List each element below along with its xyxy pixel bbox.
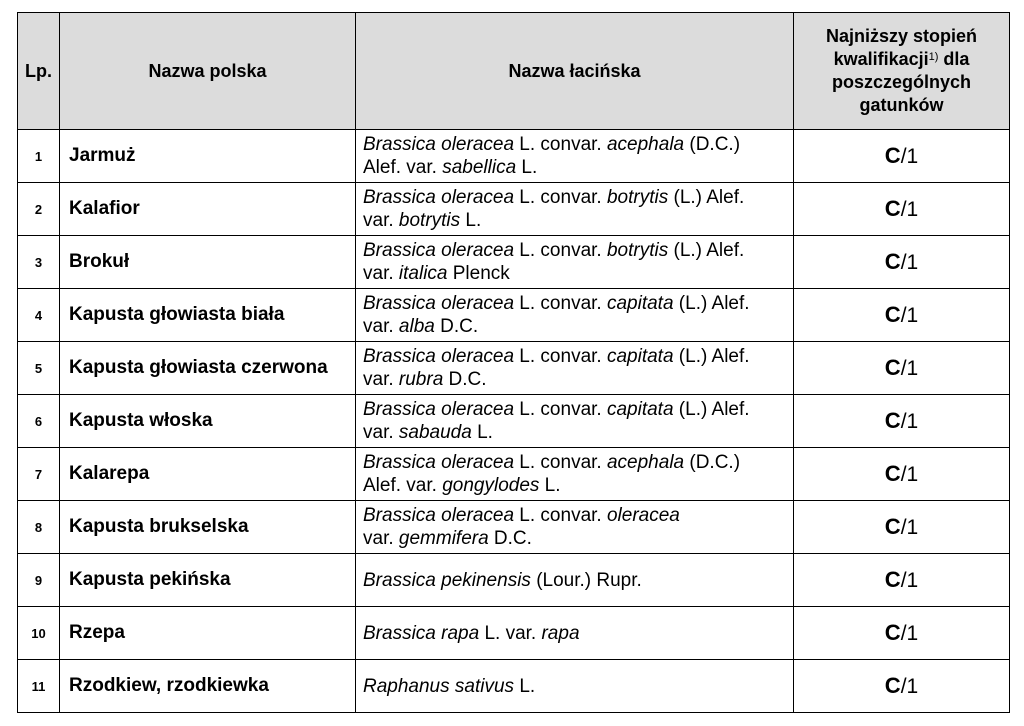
polish-name-cell: Kalafior bbox=[60, 183, 356, 236]
latin-taxon-italic: Brassica oleracea bbox=[363, 399, 515, 420]
latin-taxon-italic: Brassica oleracea bbox=[363, 452, 515, 473]
qualification-class: C bbox=[884, 514, 901, 539]
qualification-cell bbox=[794, 342, 1010, 395]
species-qualification-table bbox=[17, 12, 1010, 713]
table-row bbox=[18, 289, 1010, 342]
table-row bbox=[18, 236, 1010, 289]
latin-taxon-italic: sabellica bbox=[442, 157, 517, 178]
qualification-class: C bbox=[884, 355, 901, 380]
latin-text: L. bbox=[516, 157, 538, 178]
qualification-class: C bbox=[884, 196, 901, 221]
qualification-cell bbox=[794, 448, 1010, 501]
latin-name-cell bbox=[356, 342, 794, 395]
latin-taxon-italic: Raphanus sativus bbox=[363, 675, 515, 697]
latin-taxon-italic: capitata bbox=[606, 293, 674, 314]
latin-name-cell bbox=[356, 130, 794, 183]
table-row bbox=[18, 395, 1010, 448]
latin-name-cell bbox=[356, 183, 794, 236]
table-row bbox=[18, 448, 1010, 501]
qualification-cell bbox=[794, 130, 1010, 183]
latin-text: L. convar. bbox=[514, 399, 607, 420]
qualification-grade: /1 bbox=[900, 410, 919, 433]
latin-text: (D.C.) bbox=[684, 134, 741, 155]
row-number: 10 bbox=[18, 607, 60, 660]
latin-taxon-italic: Brassica oleracea bbox=[363, 293, 515, 314]
footnote-marker: 1) bbox=[928, 51, 939, 63]
latin-taxon-italic: capitata bbox=[606, 399, 674, 420]
latin-text: (L.) Alef. bbox=[668, 240, 745, 261]
latin-taxon-italic: gemmifera bbox=[398, 528, 489, 549]
latin-text: Alef. var. bbox=[363, 475, 443, 496]
qualification-class: C bbox=[884, 567, 901, 592]
header-latin-name: Nazwa łacińska bbox=[356, 13, 794, 130]
latin-text: var. bbox=[363, 316, 399, 337]
row-number: 2 bbox=[18, 183, 60, 236]
qualification-class: C bbox=[884, 673, 901, 698]
latin-taxon-italic: rubra bbox=[398, 369, 444, 390]
header-qualification-line2a: kwalifikacji bbox=[833, 49, 929, 69]
header-lp: Lp. bbox=[18, 13, 60, 130]
qualification-cell bbox=[794, 607, 1010, 660]
latin-text: D.C. bbox=[488, 528, 532, 549]
latin-taxon-italic: Brassica oleracea bbox=[363, 240, 515, 261]
table-header-row bbox=[18, 13, 1010, 130]
latin-taxon-italic: oleracea bbox=[606, 505, 680, 526]
polish-name-cell: Kapusta pekińska bbox=[60, 554, 356, 607]
qualification-grade: /1 bbox=[900, 145, 919, 168]
latin-text: var. bbox=[363, 263, 399, 284]
latin-text: L. convar. bbox=[514, 452, 607, 473]
qualification-class: C bbox=[884, 249, 901, 274]
qualification-grade: /1 bbox=[900, 198, 919, 221]
latin-taxon-italic: Brassica oleracea bbox=[363, 505, 515, 526]
row-number: 8 bbox=[18, 501, 60, 554]
qualification-cell bbox=[794, 395, 1010, 448]
latin-taxon-italic: gongylodes bbox=[442, 475, 540, 496]
latin-taxon-italic: Brassica pekinensis bbox=[363, 569, 531, 591]
latin-text: L. convar. bbox=[514, 293, 607, 314]
latin-name-cell bbox=[356, 607, 794, 660]
qualification-class: C bbox=[884, 302, 901, 327]
latin-name-cell bbox=[356, 501, 794, 554]
table-row bbox=[18, 660, 1010, 713]
latin-text: L. convar. bbox=[514, 134, 607, 155]
row-number: 3 bbox=[18, 236, 60, 289]
latin-text: (L.) Alef. bbox=[668, 187, 745, 208]
qualification-cell bbox=[794, 554, 1010, 607]
latin-text: var. bbox=[363, 528, 399, 549]
latin-taxon-italic: acephala bbox=[606, 134, 685, 155]
qualification-grade: /1 bbox=[900, 463, 919, 486]
latin-taxon-italic: acephala bbox=[606, 452, 685, 473]
header-qualification-line4: gatunków bbox=[859, 95, 944, 115]
table-row bbox=[18, 342, 1010, 395]
latin-text: (Lour.) Rupr. bbox=[530, 569, 642, 591]
latin-text: L. bbox=[460, 210, 482, 231]
latin-text: L. convar. bbox=[514, 240, 607, 261]
latin-text: Plenck bbox=[447, 263, 510, 284]
latin-taxon-italic: botrytis bbox=[398, 210, 461, 231]
latin-text: L. bbox=[471, 422, 493, 443]
latin-taxon-italic: capitata bbox=[606, 346, 674, 367]
row-number: 6 bbox=[18, 395, 60, 448]
latin-taxon-italic: sabauda bbox=[398, 422, 472, 443]
latin-taxon-italic: italica bbox=[398, 263, 448, 284]
latin-text: (L.) Alef. bbox=[673, 399, 750, 420]
latin-text: (L.) Alef. bbox=[673, 346, 750, 367]
latin-taxon-italic: rapa bbox=[541, 622, 580, 644]
latin-text: D.C. bbox=[443, 369, 487, 390]
polish-name-cell: Brokuł bbox=[60, 236, 356, 289]
qualification-cell bbox=[794, 236, 1010, 289]
header-qualification bbox=[794, 13, 1010, 130]
latin-text: L. convar. bbox=[514, 505, 607, 526]
table-row bbox=[18, 130, 1010, 183]
qualification-class: C bbox=[884, 408, 901, 433]
latin-name-cell bbox=[356, 448, 794, 501]
qualification-cell bbox=[794, 183, 1010, 236]
qualification-class: C bbox=[884, 620, 901, 645]
row-number: 4 bbox=[18, 289, 60, 342]
polish-name-cell: Kalarepa bbox=[60, 448, 356, 501]
latin-taxon-italic: botrytis bbox=[606, 187, 669, 208]
latin-text: var. bbox=[363, 369, 399, 390]
polish-name-cell: Kapusta włoska bbox=[60, 395, 356, 448]
qualification-grade: /1 bbox=[900, 622, 919, 645]
latin-name-cell bbox=[356, 554, 794, 607]
latin-text: L. convar. bbox=[514, 346, 607, 367]
row-number: 7 bbox=[18, 448, 60, 501]
qualification-class: C bbox=[884, 461, 901, 486]
header-qualification-line3: poszczególnych bbox=[831, 72, 972, 92]
latin-text: var. bbox=[363, 422, 399, 443]
latin-taxon-italic: Brassica rapa bbox=[363, 622, 480, 644]
polish-name-cell: Rzodkiew, rzodkiewka bbox=[60, 660, 356, 713]
latin-text: L. convar. bbox=[514, 187, 607, 208]
qualification-grade: /1 bbox=[900, 675, 919, 698]
qualification-grade: /1 bbox=[900, 516, 919, 539]
table-row bbox=[18, 607, 1010, 660]
qualification-cell bbox=[794, 289, 1010, 342]
header-qualification-line1: Najniższy stopień bbox=[825, 26, 978, 46]
qualification-grade: /1 bbox=[900, 251, 919, 274]
qualification-grade: /1 bbox=[900, 569, 919, 592]
row-number: 9 bbox=[18, 554, 60, 607]
latin-text: L. var. bbox=[479, 622, 542, 644]
table-row bbox=[18, 501, 1010, 554]
table-row bbox=[18, 554, 1010, 607]
latin-name-cell bbox=[356, 660, 794, 713]
polish-name-cell: Kapusta brukselska bbox=[60, 501, 356, 554]
header-polish-name: Nazwa polska bbox=[60, 13, 356, 130]
latin-text: (D.C.) bbox=[684, 452, 741, 473]
qualification-cell bbox=[794, 660, 1010, 713]
polish-name-cell: Jarmuż bbox=[60, 130, 356, 183]
latin-name-cell bbox=[356, 289, 794, 342]
latin-text: D.C. bbox=[434, 316, 479, 337]
header-qualification-line2b: dla bbox=[938, 49, 970, 69]
latin-text: L. bbox=[514, 675, 536, 697]
polish-name-cell: Kapusta głowiasta biała bbox=[60, 289, 356, 342]
polish-name-cell: Rzepa bbox=[60, 607, 356, 660]
latin-text: var. bbox=[363, 210, 399, 231]
row-number: 1 bbox=[18, 130, 60, 183]
qualification-cell bbox=[794, 501, 1010, 554]
latin-taxon-italic: Brassica oleracea bbox=[363, 134, 515, 155]
latin-taxon-italic: alba bbox=[398, 316, 435, 337]
latin-taxon-italic: Brassica oleracea bbox=[363, 346, 515, 367]
latin-text: Alef. var. bbox=[363, 157, 443, 178]
row-number: 11 bbox=[18, 660, 60, 713]
latin-taxon-italic: botrytis bbox=[606, 240, 669, 261]
latin-name-cell bbox=[356, 395, 794, 448]
table-body bbox=[18, 130, 1010, 713]
table-row bbox=[18, 183, 1010, 236]
row-number: 5 bbox=[18, 342, 60, 395]
qualification-grade: /1 bbox=[900, 304, 919, 327]
polish-name-cell: Kapusta głowiasta czerwona bbox=[60, 342, 356, 395]
latin-taxon-italic: Brassica oleracea bbox=[363, 187, 515, 208]
qualification-grade: /1 bbox=[900, 357, 919, 380]
latin-name-cell bbox=[356, 236, 794, 289]
qualification-class: C bbox=[884, 143, 901, 168]
latin-text: L. bbox=[539, 475, 561, 496]
latin-text: (L.) Alef. bbox=[673, 293, 750, 314]
